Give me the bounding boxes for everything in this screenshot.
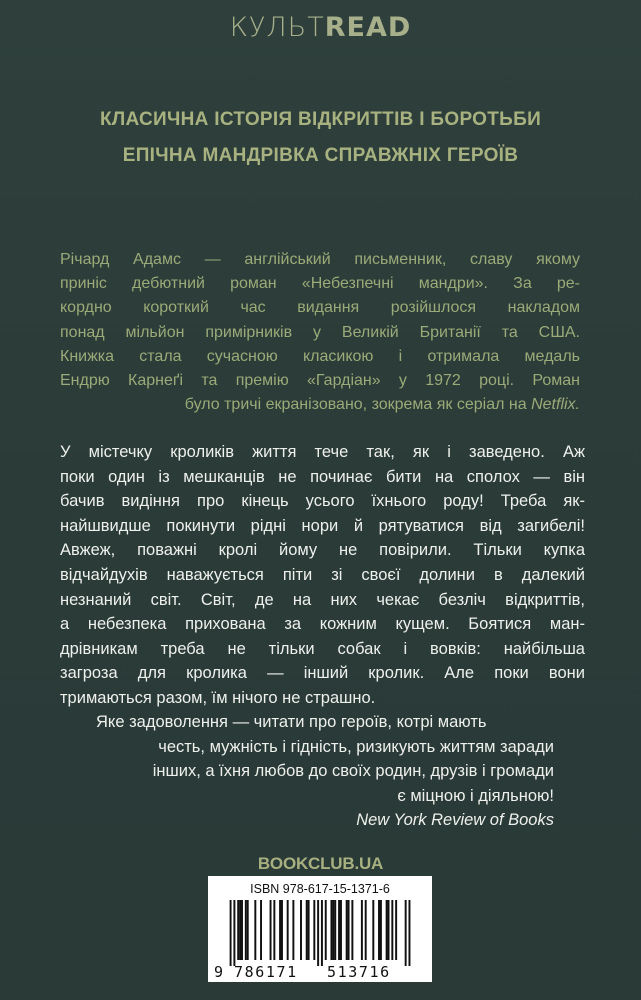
ean-right-digits: 513716	[327, 963, 391, 981]
barcode-bar	[245, 900, 247, 960]
quote-line: інших, а їхня любов до своїх родин, друзів і громади	[152, 762, 554, 781]
author-bio-line: понад мільйон примірників у Великій Британії та США.	[60, 323, 580, 341]
author-bio-line: Книжка стала сучасною класикою і отримала медаль	[60, 347, 580, 365]
barcode-bar	[325, 900, 327, 960]
barcode-bar	[308, 900, 310, 960]
barcode-bar	[292, 900, 294, 960]
barcode-bar	[332, 900, 334, 960]
barcode-bar	[279, 900, 281, 960]
barcode-bar	[380, 900, 382, 960]
synopsis-line: найшвидше покинути рідні нори й рятуватися від загибелі!	[60, 516, 585, 535]
barcode-bar	[378, 900, 380, 960]
ean-left-digits: 786171	[234, 963, 298, 981]
barcode-bar	[313, 900, 315, 960]
barcode-bar	[340, 900, 342, 960]
synopsis-line: дрівникам треба не тільки собак і вовків: найбільша	[60, 639, 585, 658]
barcode-bar	[365, 900, 367, 960]
barcode-bar	[287, 900, 289, 960]
barcode-bar	[372, 900, 374, 960]
barcode-bar	[239, 900, 241, 960]
barcode-bar	[260, 900, 262, 960]
barcode-bar	[330, 900, 332, 960]
barcode-bar	[300, 900, 302, 960]
synopsis-line: незнаний світ. Світ, де на них чекає безліч відкриттів,	[60, 590, 585, 609]
series-logo	[0, 12, 641, 43]
quote-line: честь, мужність і гідність, ризикують життям заради	[158, 737, 554, 756]
barcode-bar	[405, 900, 407, 966]
barcode-bar	[391, 900, 393, 960]
barcode-bar	[241, 900, 243, 960]
author-bio-line: Ендрю Карнеґі та премію «Гардіан» у 1972 році. Роман	[60, 372, 580, 390]
series-logo-suffix: READ	[324, 12, 412, 43]
barcode-bar	[273, 900, 275, 960]
synopsis-line: тримаються разом, їм нічого не страшно.	[60, 688, 376, 707]
synopsis-line: Авжеж, поважні кролі йому не повірили. Тільки купка	[60, 541, 585, 560]
publisher-website: BOOKCLUB.UA	[257, 854, 384, 873]
author-bio-line: кордно короткий час видання розійшлося накладом	[60, 299, 580, 317]
synopsis-line: поки один із мешканців не починає бити на сполох — він	[60, 467, 585, 486]
author-bio-line-text: було тричі екранізовано, зокрема як серіал на	[184, 396, 527, 414]
barcode-bar	[281, 900, 283, 960]
synopsis-line: загроза для кролика — інший кролик. Але поки вони	[60, 664, 585, 683]
quote-line: Яке задоволення — читати про героїв, котрі мають	[96, 713, 487, 731]
tagline-2: ЕПІЧНА МАНДРІВКА СПРАВЖНІХ ГЕРОЇВ	[122, 145, 519, 166]
barcode-bar	[408, 900, 410, 966]
author-bio	[60, 248, 580, 417]
synopsis-line: бачив видіння про кінець усього їхнього роду! Треба як-	[60, 492, 585, 511]
synopsis-line: У містечку кроликів життя тече так, як і заведено. Аж	[60, 443, 585, 461]
barcode-bar	[395, 900, 397, 960]
barcode-label	[208, 876, 432, 982]
barcode-bar	[237, 900, 239, 960]
quote-source: New York Review of Books	[356, 811, 554, 830]
review-quote	[96, 710, 554, 833]
author-bio-line: Річард Адамс — англійський письменник, славу якому	[60, 251, 580, 268]
isbn-text: ISBN 978-617-15-1371-6	[250, 882, 390, 896]
barcode-bar	[254, 900, 256, 960]
series-logo-prefix: КУЛЬТ	[229, 12, 325, 43]
synopsis	[60, 440, 585, 711]
barcode-bar	[386, 900, 388, 960]
tagline-1: КЛАСИЧНА ІСТОРІЯ ВІДКРИТТІВ І БОРОТЬБИ	[99, 109, 542, 130]
barcode-bar	[346, 900, 348, 960]
barcode-bar	[334, 900, 336, 960]
barcode-bar	[270, 900, 272, 960]
barcode-bar	[233, 900, 235, 966]
author-bio-line-last	[60, 393, 580, 417]
barcode-bars	[222, 900, 418, 968]
barcode-bar	[306, 900, 308, 960]
barcode-bar	[230, 900, 232, 966]
barcode-bar	[317, 900, 319, 966]
barcode-bar	[351, 900, 353, 960]
quote-line: є міцною і діяльною!	[397, 786, 554, 805]
barcode-bar	[321, 900, 323, 966]
ean-first-digit: 9	[214, 963, 224, 981]
barcode-bar	[388, 900, 390, 960]
synopsis-line: а небезпека прихована за кожним кущем. Боятися ман-	[60, 615, 585, 634]
barcode-bar	[338, 900, 340, 960]
netflix-text: Netflix.	[531, 396, 580, 414]
synopsis-line: відчайдухів наважується піти зі своєї долини в далекий	[60, 565, 585, 584]
barcode-bar	[247, 900, 249, 960]
barcode-bar	[348, 900, 350, 960]
barcode-bar	[361, 900, 363, 960]
author-bio-line: приніс дебютний роман «Небезпечні мандри». За ре-	[60, 275, 580, 293]
